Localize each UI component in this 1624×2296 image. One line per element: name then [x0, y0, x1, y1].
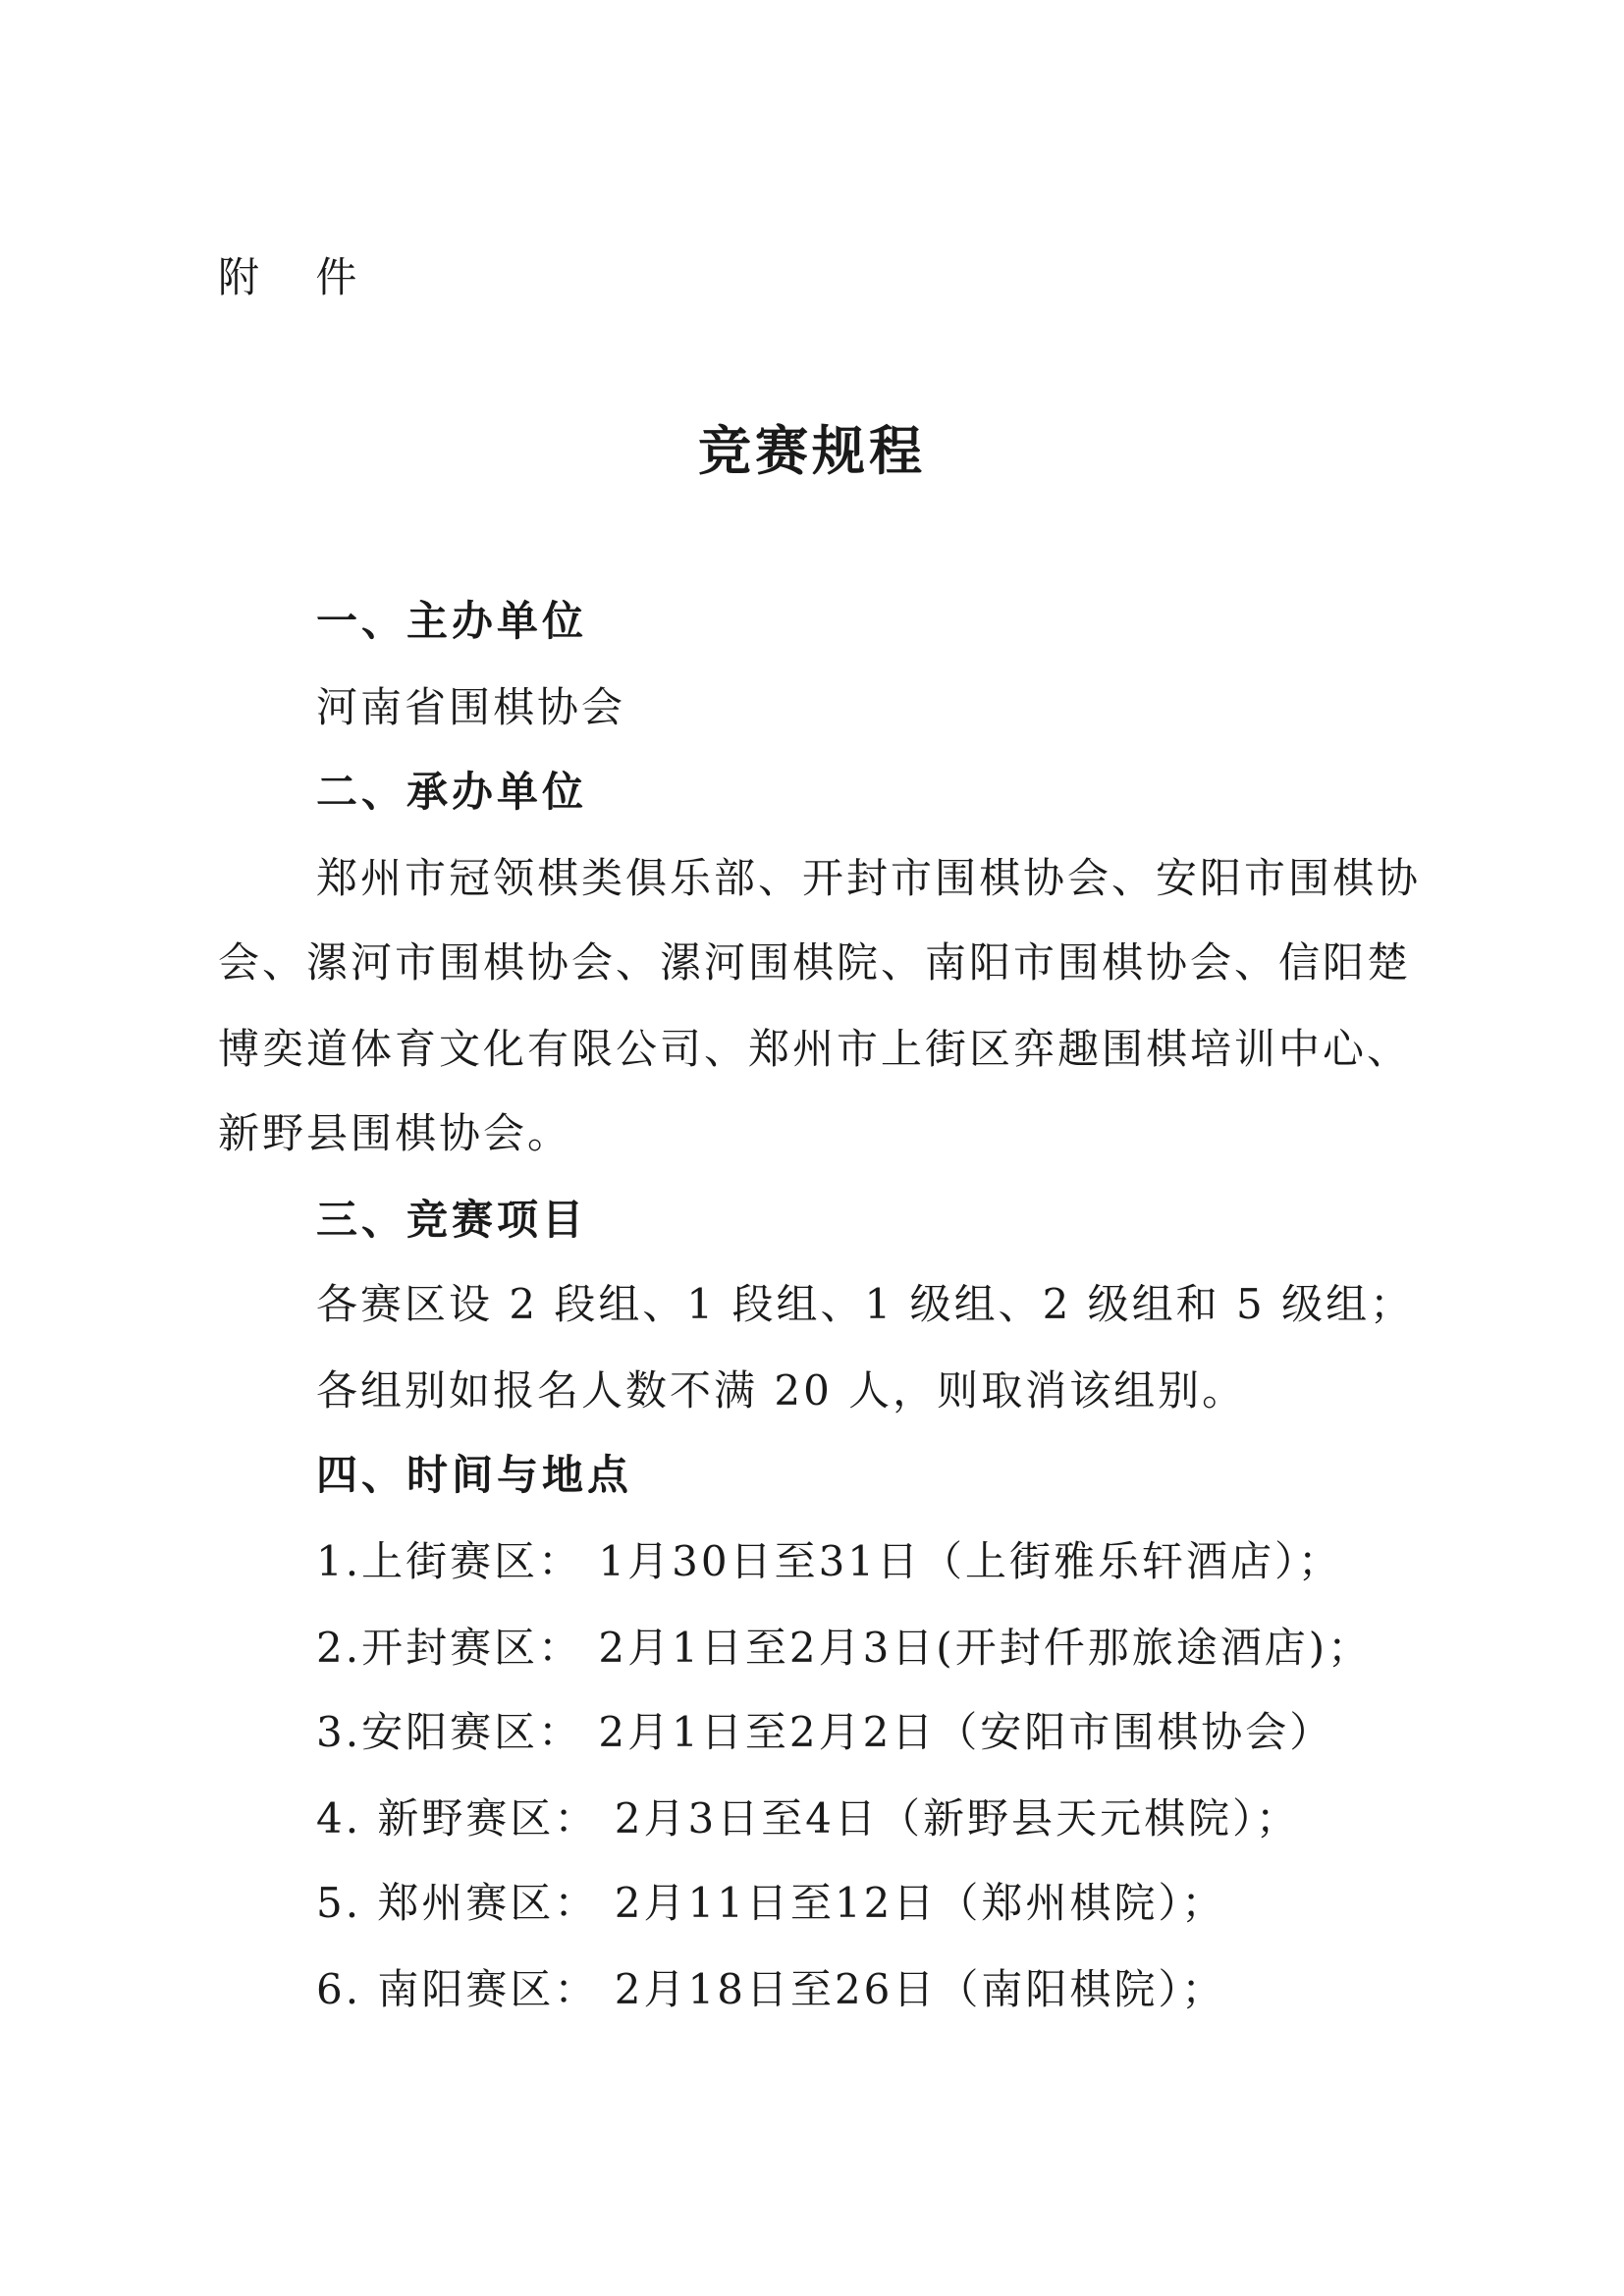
schedule-item: 4. 新野赛区： 2月3日至4日（新野县天元棋院）； [316, 1794, 1300, 1842]
schedule-item: 3.安阳赛区： 2月1日至2月2日（安阳市围棋协会） [316, 1708, 1334, 1756]
co-organizer-line: 郑州市冠领棋类俱乐部、开封市围棋协会、安阳市围棋协 [316, 854, 1422, 902]
section-heading-schedule: 四、时间与地点 [316, 1451, 633, 1499]
page-title: 竞赛规程 [698, 419, 926, 482]
co-organizer-line: 新野县围棋协会。 [218, 1109, 572, 1157]
co-organizer-line: 会、漯河市围棋协会、漯河围棋院、南阳市围棋协会、信阳楚 [218, 938, 1412, 987]
section-heading-co-organizer: 二、承办单位 [316, 768, 588, 816]
organizer-body: 河南省围棋协会 [316, 683, 626, 731]
schedule-item: 2.开封赛区： 2月1日至2月3日(开封仟那旅途酒店)； [316, 1624, 1373, 1672]
events-line: 各赛区设 2 段组、1 段组、1 级组、2 级组和 5 级组； [316, 1280, 1415, 1328]
section-heading-organizer: 一、主办单位 [316, 597, 588, 645]
section-heading-events: 三、竞赛项目 [316, 1196, 588, 1244]
schedule-item: 6. 南阳赛区： 2月18日至26日（南阳棋院）； [316, 1965, 1226, 2013]
schedule-item: 1.上街赛区： 1月30日至31日（上街雅乐轩酒店）； [316, 1537, 1343, 1585]
attachment-label: 附 件 [218, 253, 379, 301]
schedule-item: 5. 郑州赛区： 2月11日至12日（郑州棋院）； [316, 1879, 1226, 1927]
events-line: 各组别如报名人数不满 20 人，则取消该组别。 [316, 1366, 1247, 1415]
co-organizer-line: 博奕道体育文化有限公司、郑州市上街区弈趣围棋培训中心、 [218, 1025, 1412, 1073]
